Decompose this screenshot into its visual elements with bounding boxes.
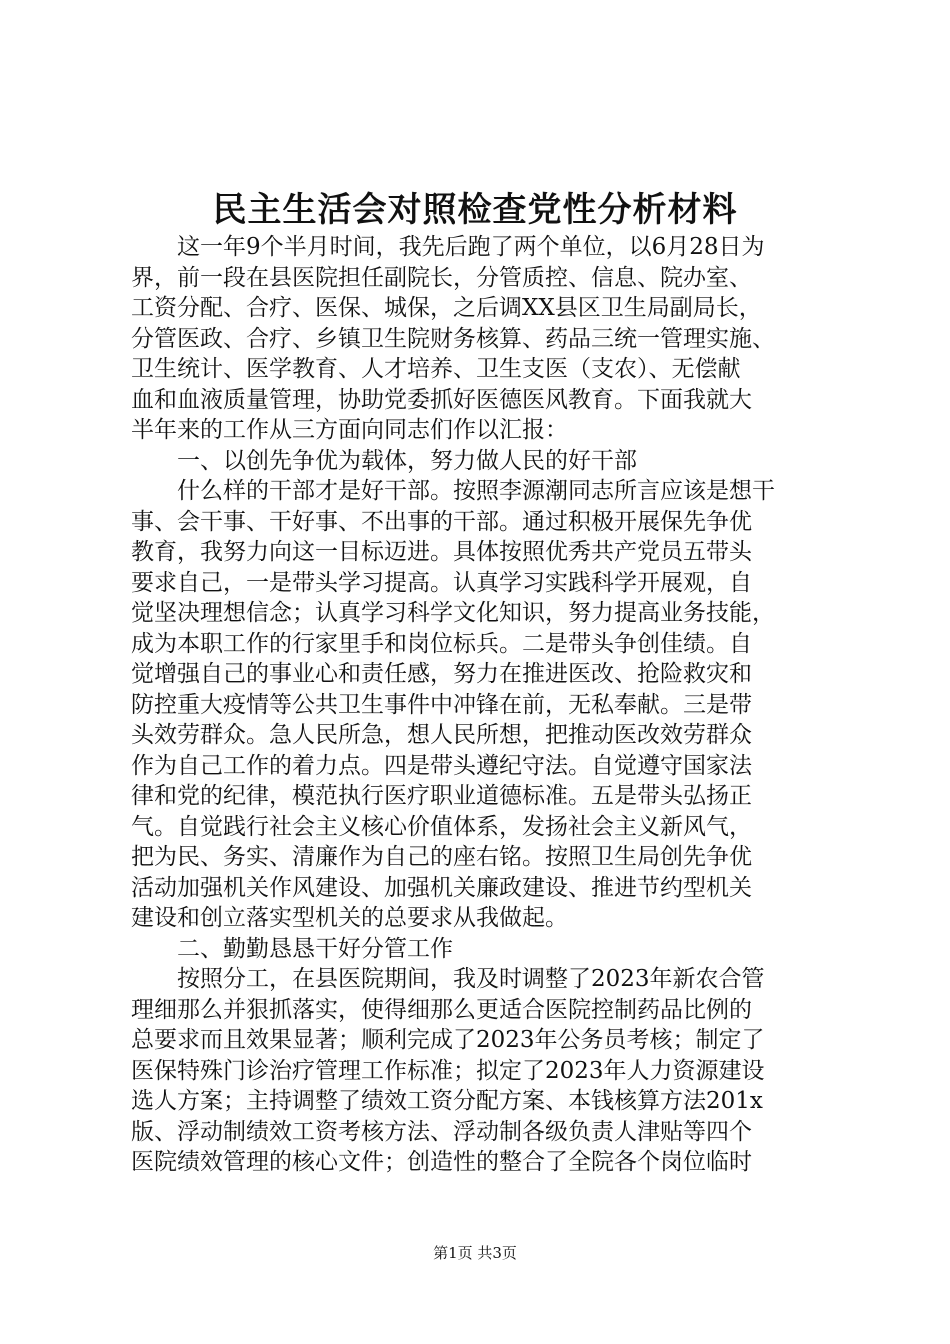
paragraph-line: 理细那么并狠抓落实，使得细那么更适合医院控制药品比例的 [131, 996, 752, 1023]
paragraph-line: 事、会干事、干好事、不出事的干部。通过积极开展保先争优 [131, 508, 752, 535]
paragraph-line: 把为民、务实、清廉作为自己的座右铭。按照卫生局创先争优 [131, 844, 752, 870]
paragraph-line: 血和血液质量管理，协助党委抓好医德医风教育。下面我就大 [131, 386, 752, 413]
document-body [131, 232, 833, 1178]
paragraph-line: 总要求而且效果显著；顺利完成了2023年公务员考核；制定了 [131, 1027, 765, 1053]
paragraph-line: 要求自己，一是带头学习提高。认真学习实践科学开展观，自 [131, 569, 752, 596]
page-number-footer: 第1页 共3页 [433, 1244, 517, 1262]
paragraph-line: 医保特殊门诊治疗管理工作标准；拟定了2023年人力资源建设 [131, 1057, 765, 1084]
paragraph-line: 分管医政、合疗、乡镇卫生院财务核算、药品三统一管理实施、 [131, 325, 775, 352]
paragraph-line: 卫生统计、医学教育、人才培养、卫生支医（支农）、无偿献 [131, 356, 741, 382]
paragraph-line: 医院绩效管理的核心文件；创造性的整合了全院各个岗位临时 [131, 1149, 752, 1175]
paragraph-line: 作为自己工作的着力点。四是带头遵纪守法。自觉遵守国家法 [131, 752, 752, 779]
section-heading: 一、以创先争优为载体，努力做人民的好干部 [177, 447, 637, 474]
paragraph-line: 按照分工，在县医院期间，我及时调整了2023年新农合管 [177, 966, 765, 992]
paragraph-line: 活动加强机关作风建设、加强机关廉政建设、推进节约型机关 [131, 874, 752, 901]
paragraph-line: 头效劳群众。急人民所急，想人民所想，把推动医改效劳群众 [131, 722, 752, 748]
document-title: 民主生活会对照检查党性分析材料 [212, 190, 738, 230]
paragraph-line: 律和党的纪律，模范执行医疗职业道德标准。五是带头弘扬正 [131, 783, 752, 809]
paragraph-line: 建设和创立落实型机关的总要求从我做起。 [131, 905, 568, 931]
paragraph-line: 界，前一段在县医院担任副院长，分管质控、信息、院办室、 [131, 264, 752, 291]
paragraph-line: 什么样的干部才是好干部。按照李源潮同志所言应该是想干 [177, 478, 775, 504]
paragraph-line: 教育，我努力向这一目标迈进。具体按照优秀共产党员五带头 [131, 539, 752, 565]
paragraph-line: 工资分配、合疗、医保、城保，之后调XX县区卫生局副局长， [131, 295, 762, 321]
paragraph-line: 觉坚决理想信念；认真学习科学文化知识，努力提高业务技能， [131, 600, 775, 626]
section-heading: 二、勤勤恳恳干好分管工作 [177, 935, 453, 962]
paragraph-line: 成为本职工作的行家里手和岗位标兵。二是带头争创佳绩。自 [131, 630, 752, 657]
paragraph-line: 觉增强自己的事业心和责任感，努力在推进医改、抢险救灾和 [131, 661, 752, 687]
paragraph-line: 这一年9个半月时间，我先后跑了两个单位，以6月28日为 [177, 234, 765, 260]
paragraph-line: 防控重大疫情等公共卫生事件中冲锋在前，无私奉献。三是带 [131, 691, 752, 718]
paragraph-line: 版、浮动制绩效工资考核方法、浮动制各级负责人津贴等四个 [131, 1118, 752, 1145]
paragraph-line: 气。自觉践行社会主义核心价值体系，发扬社会主义新风气， [131, 813, 752, 840]
paragraph-line: 选人方案；主持调整了绩效工资分配方案、本钱核算方法201x [131, 1088, 763, 1114]
paragraph-line: 半年来的工作从三方面向同志们作以汇报： [131, 417, 568, 443]
